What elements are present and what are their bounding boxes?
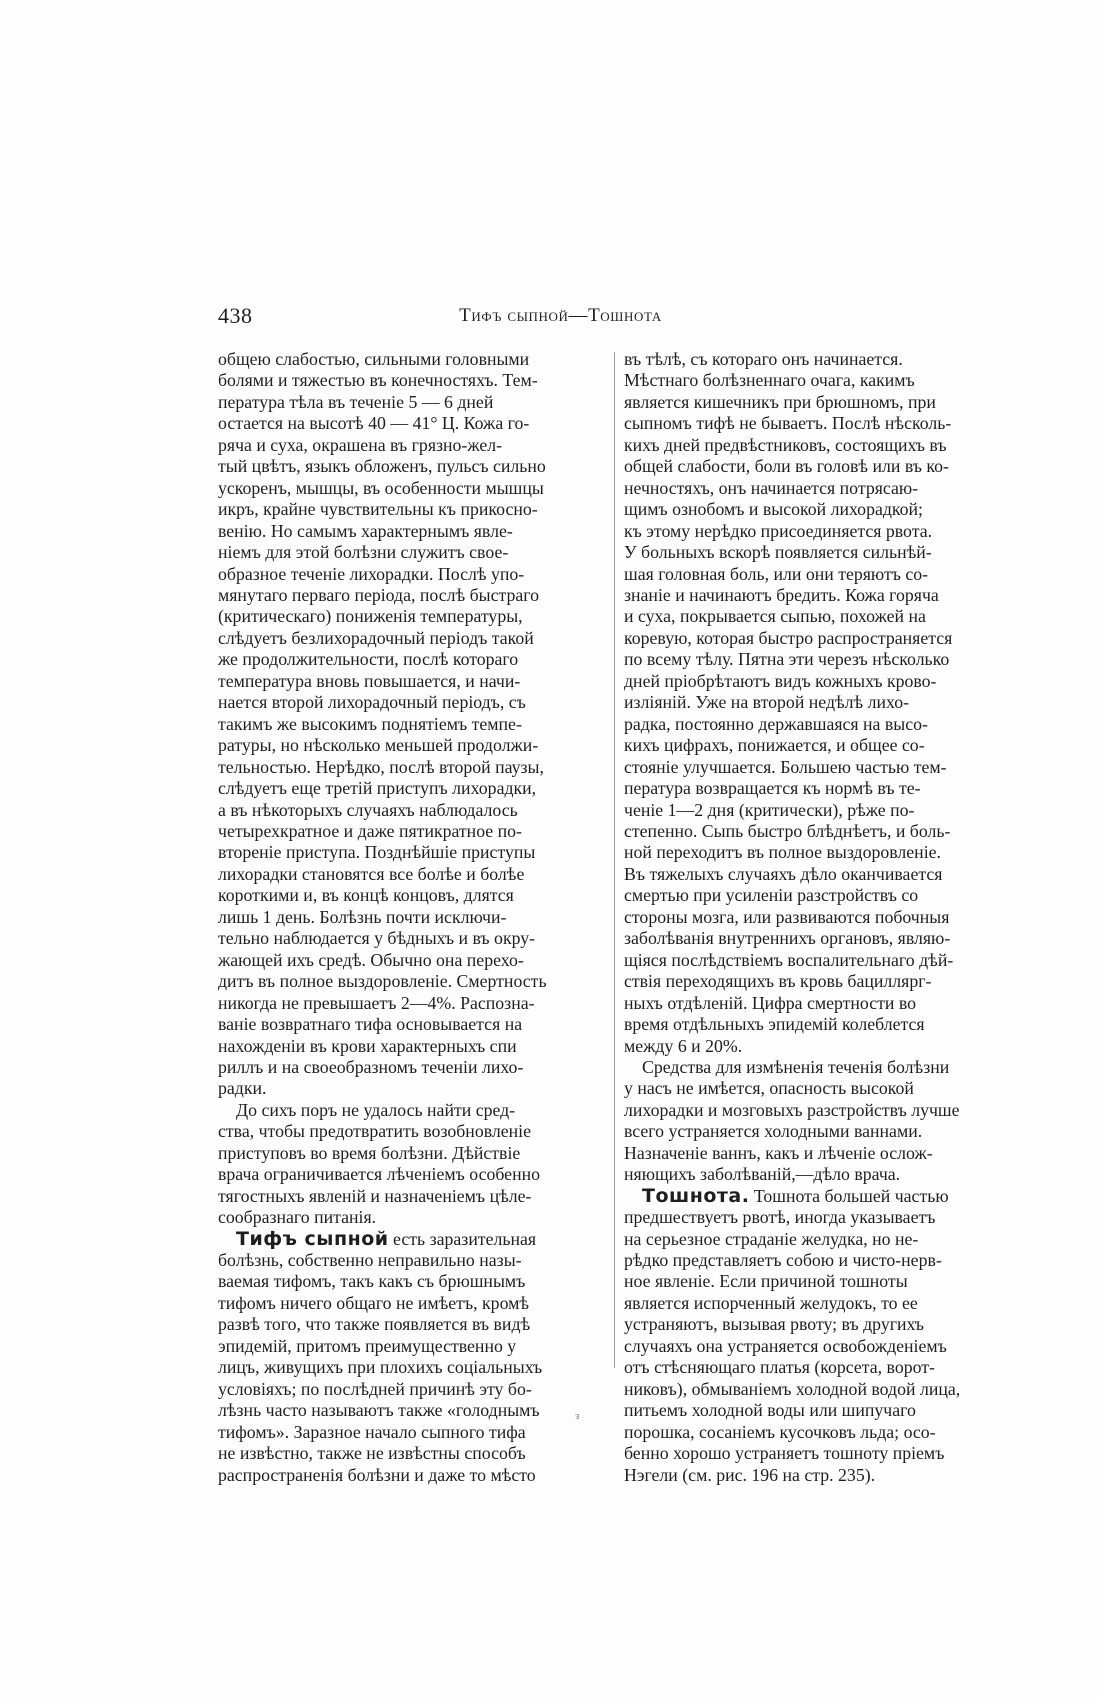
column-divider bbox=[614, 352, 615, 1368]
paragraph-typhus-treatment: Средства для измѣненія теченія болѣзни у насъ не имѣется, опасность высокой лихорадки и мозговыхъ разстройствъ лучше всего устраняется холодными ваннами. Назначеніе ваннъ, какъ и лѣченіе ослож- няющихъ заболѣваній,—дѣло врача. bbox=[624, 1056, 960, 1185]
page-number: 438 bbox=[218, 303, 253, 328]
running-title: Тифъ сыпной—Тошнота bbox=[459, 305, 662, 326]
printer-mark: з bbox=[575, 1410, 580, 1422]
paragraph-relapsing-fever-treatment: До сихъ поръ не удалось найти сред- ства, чтобы предотвратить возобновленіе приступовъ во время болѣзни. Дѣйствіе врача ограничивается лѣченіемъ особенно тягостныхъ явленій и назначеніемъ цѣле- сообразнаго питанія. bbox=[218, 1099, 540, 1228]
entry-headword: Тошнота. bbox=[642, 1184, 750, 1207]
entry-typhus-exanthematic bbox=[218, 1229, 606, 1486]
entry-text: Тошнота большей частью предшествуетъ рвотѣ, иногда указываетъ на серьезное страданіе желудка, но не- рѣдко представляетъ собою и чисто-нерв- ное явленіе. Если причиной тошноты является испорченный желудокъ, то ее устраняютъ, вызывая рвоту; въ другихъ случаяхъ она устраняется освобожденіемъ отъ стѣсняющаго платья (корсета, ворот- никовъ), обмываніемъ холодной водой лица, питьемъ холодной воды или шипучаго порошка, сосаніемъ кусочковъ льда; осо- бенно хорошо устраняетъ тошноту пріемъ Нэгели (см. рис. 196 на стр. 235). bbox=[624, 1185, 961, 1485]
paragraph-typhus-course: въ тѣлѣ, съ котораго онъ начинается. Мѣстнаго болѣзненнаго очага, какимъ является кишечникъ при брюшномъ, при сыпномъ тифѣ не бываетъ. Послѣ нѣсколь- кихъ дней предвѣстниковъ, состоящихъ въ общей слабости, боли въ головѣ или въ ко- нечностяхъ, онъ начинается потрясаю- щимъ ознобомъ и высокой лихорадкой; къ этому нерѣдко присоединяется рвота. У больныхъ вскорѣ появляется сильнѣй- шая головная боль, или они теряютъ со- знаніе и начинаютъ бредить. Кожа горяча и суха, покрывается сыпью, похожей на коревую, которая быстро распространяется по всему тѣлу. Пятна эти черезъ нѣсколько дней пріобрѣтаютъ видъ кожныхъ крово- изліяній. Уже на второй недѣлѣ лихо- радка, постоянно державшаяся на высо- кихъ цифрахъ, понижается, и общее со- стояніе улучшается. Большею частью тем- пература возвращается къ нормѣ въ те- ченіе 1—2 дня (критически), рѣже по- степенно. Сыпь быстро блѣднѣетъ, и боль- ной переходитъ въ полное выздоровленіе. Въ тяжелыхъ случаяхъ дѣло оканчивается смертью при усиленіи разстройствъ со стороны мозга, или развиваются побочныя заболѣванія внутреннихъ органовъ, являю- щіяся послѣдствіемъ воспалительнаго дѣй- ствія переходящихъ въ кровь бациллярг- ныхъ отдѣленій. Цифра смертности во время отдѣльныхъ эпидемій колеблется между 6 и 20%. bbox=[624, 349, 954, 1056]
left-column bbox=[218, 349, 606, 1486]
right-column bbox=[624, 349, 974, 1486]
entry-headword: Тифъ сыпной bbox=[236, 1227, 389, 1250]
paragraph-relapsing-fever-course: общею слабостью, сильными головными болями и тяжестью въ конечностяхъ. Тем- пература тѣла въ теченіе 5 — 6 дней остается на высотѣ 40 — 41° Ц. Кожа го- ряча и суха, окрашена въ грязно-жел- тый цвѣтъ, языкъ обложенъ, пульсъ сильно ускоренъ, мышцы, въ особенности мышцы икръ, крайне чувствительны къ прикосно- венію. Но самымъ характернымъ явле- ніемъ для этой болѣзни служитъ свое- образное теченіе лихорадки. Послѣ упо- мянутаго перваго періода, послѣ быстраго (критическаго) пониженія температуры, слѣдуетъ безлихорадочный періодъ такой же продолжительности, послѣ котораго температура вновь повышается, и начи- нается второй лихорадочный періодъ, съ такимъ же высокимъ поднятіемъ темпе- ратуры, но нѣсколько меньшей продолжи- тельностью. Нерѣдко, послѣ второй паузы, слѣдуетъ еще третій приступъ лихорадки, а въ нѣкоторыхъ случаяхъ наблюдалось четырехкратное и даже пятикратное по- втореніе приступа. Позднѣйшіе приступы лихорадки становятся все болѣе и болѣе короткими и, въ концѣ концовъ, длятся лишь 1 день. Болѣзнь почти исключи- тельно наблюдается у бѣдныхъ и въ окру- жающей ихъ средѣ. Обычно она перехо- дитъ въ полное выздоровленіе. Смертность никогда не превышаетъ 2—4%. Распозна- ваніе возвратнаго тифа основывается на нахожденіи въ крови характерныхъ спи риллъ и на своеобразномъ теченіи лихо- радки. bbox=[218, 349, 547, 1099]
running-head bbox=[218, 303, 903, 331]
entry-text: есть заразительная болѣзнь, собственно неправильно назы- ваемая тифомъ, такъ какъ съ брюшнымъ тифомъ ничего общаго не имѣетъ, кромѣ развѣ того, что также появляется въ видѣ эпидемій, притомъ преимущественно у лицъ, живущихъ при плохихъ соціальныхъ условіяхъ; по послѣдней причинѣ эту бо- лѣзнь часто называютъ также «голоднымъ тифомъ». Заразное начало сыпного тифа не извѣстно, также не извѣстны способъ распространенія болѣзни и даже то мѣсто bbox=[218, 1228, 543, 1485]
entry-nausea bbox=[624, 1186, 974, 1486]
